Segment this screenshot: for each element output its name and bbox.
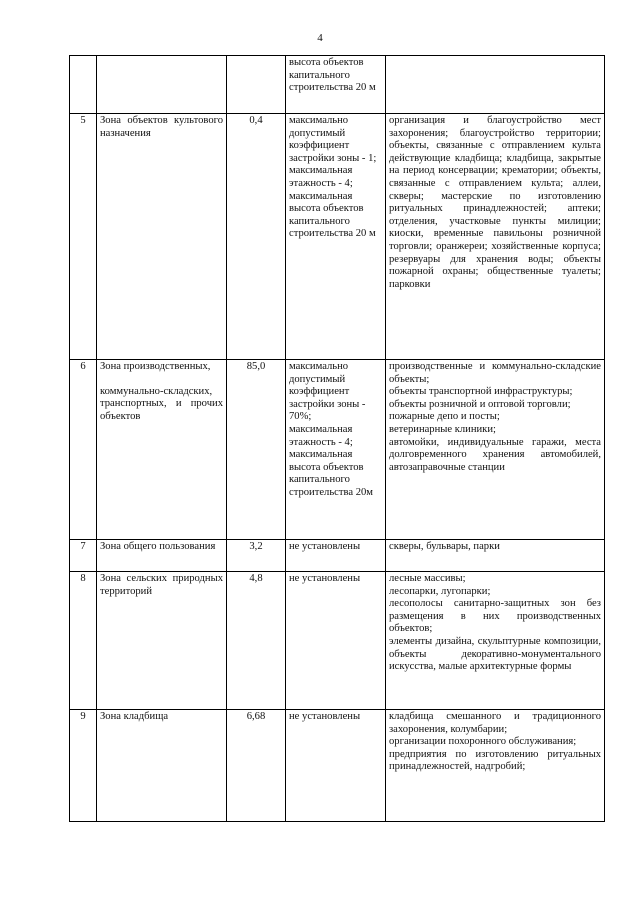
zone-row	[70, 572, 605, 710]
zone-uses-cell	[386, 56, 605, 114]
permitted-use-item: организация и благоустройство мест захоронения; благоустройство территории; объекты, связанные с отправлением культа действующие кладбища; кладбища, закрытые на период консервации; крематории; объекты, связанные с отправлением культа; аллеи, скверы; мастерские по изготовлению ритуальных принадлежностей; аптеки; отделения, участковые пункты милиции; киоски, временные павильоны розничной торговли; оранжереи; хозяйственные корпуса; резервуары для хранения воды; объекты пожарной охраны; общественные туалеты; парковки	[389, 115, 601, 290]
permitted-use-item: пожарные депо и посты;	[389, 411, 500, 423]
zones-table	[69, 55, 605, 822]
zones-table-body	[70, 56, 605, 822]
permitted-use-item: скверы, бульвары, парки	[389, 541, 500, 552]
zone-area-cell: 6,68	[227, 710, 286, 822]
zone-name-line: коммунально-складских, транспортных, и прочих объектов	[100, 385, 223, 422]
zone-params-cell	[286, 360, 386, 540]
zone-name-cell	[97, 114, 227, 360]
zone-uses-cell	[386, 540, 605, 572]
spacer	[100, 374, 223, 386]
parameter-item: максимальная высота объектов капитального строительства 20 м	[289, 190, 376, 240]
permitted-use-item: организации похоронного обслуживания;	[389, 736, 577, 748]
zone-row	[70, 114, 605, 360]
zone-params-cell	[286, 710, 386, 822]
zone-name-line: Зона сельских природных территорий	[100, 573, 223, 597]
parameter-item: максимальная этажность - 4;	[289, 423, 353, 448]
zone-area-cell: 0,4	[227, 114, 286, 360]
zone-name-cell	[97, 540, 227, 572]
zone-name-line: Зона общего пользования	[100, 541, 216, 552]
permitted-use-item: элементы дизайна, скульптурные композиции, объекты декоративно-монументального искусства, малые архитектурные формы	[389, 635, 601, 673]
parameter-item: максимально допустимый коэффициент застройки зоны - 1;	[289, 115, 377, 164]
zone-uses-cell	[386, 710, 605, 822]
page-number: 4	[317, 32, 323, 44]
zone-params-cell	[286, 56, 386, 114]
zone-name-cell	[97, 56, 227, 114]
permitted-use-item: производственные и коммунально-складские объекты;	[389, 361, 601, 385]
zone-uses-cell	[386, 114, 605, 360]
zone-name-cell	[97, 360, 227, 540]
parameter-item: максимально допустимый коэффициент застройки зоны - 70%;	[289, 361, 366, 423]
permitted-use-item: объекты розничной и оптовой торговли;	[389, 398, 571, 410]
zone-name-line: Зона объектов культового назначения	[100, 115, 223, 139]
zone-number-cell: 5	[70, 114, 97, 360]
parameter-item: максимальная этажность - 4;	[289, 165, 353, 189]
parameter-item: не установлены	[289, 573, 361, 584]
permitted-use-item: автомойки, индивидуальные гаражи, места долговременного хранения автомобилей, автозаправочные станции	[389, 436, 601, 473]
zone-row	[70, 540, 605, 572]
permitted-use-item: лесопарки, лугопарки;	[389, 585, 491, 597]
zone-name-line: Зона производственных,	[100, 361, 211, 372]
zone-name-cell	[97, 710, 227, 822]
zone-name-line: Зона кладбища	[100, 711, 169, 722]
zone-name-cell	[97, 572, 227, 710]
permitted-use-item: объекты транспортной инфраструктуры;	[389, 386, 573, 398]
zone-params-cell	[286, 114, 386, 360]
permitted-use-item: лесные массивы;	[389, 573, 466, 584]
zone-number-cell: 8	[70, 572, 97, 710]
zone-number-cell: 9	[70, 710, 97, 822]
zone-row	[70, 360, 605, 540]
zone-row	[70, 56, 605, 114]
parameter-item: максимальная высота объектов капитального строительства 20м	[289, 449, 374, 498]
zone-area-cell: 85,0	[227, 360, 286, 540]
zone-number-cell: 7	[70, 540, 97, 572]
zone-params-cell	[286, 540, 386, 572]
zone-number-cell: 6	[70, 360, 97, 540]
permitted-use-item: лесополосы санитарно-защитных зон без размещения в них производственных объектов;	[389, 598, 601, 635]
zone-uses-cell	[386, 360, 605, 540]
zone-area-cell: 4,8	[227, 572, 286, 710]
parameter-item: не установлены	[289, 541, 361, 552]
zone-number-cell	[70, 56, 97, 114]
permitted-use-item: ветеринарные клиники;	[389, 423, 496, 435]
zone-area-cell: 3,2	[227, 540, 286, 572]
zone-params-cell	[286, 572, 386, 710]
permitted-use-item: кладбища смешанного и традиционного захоронения, колумбарии;	[389, 711, 601, 735]
parameter-item: не установлены	[289, 711, 361, 722]
parameter-item: высота объектов капитального строительства 20 м	[289, 57, 376, 94]
zone-row	[70, 710, 605, 822]
permitted-use-item: предприятия по изготовлению ритуальных принадлежностей, надгробий;	[389, 748, 601, 773]
zone-uses-cell	[386, 572, 605, 710]
zone-area-cell	[227, 56, 286, 114]
